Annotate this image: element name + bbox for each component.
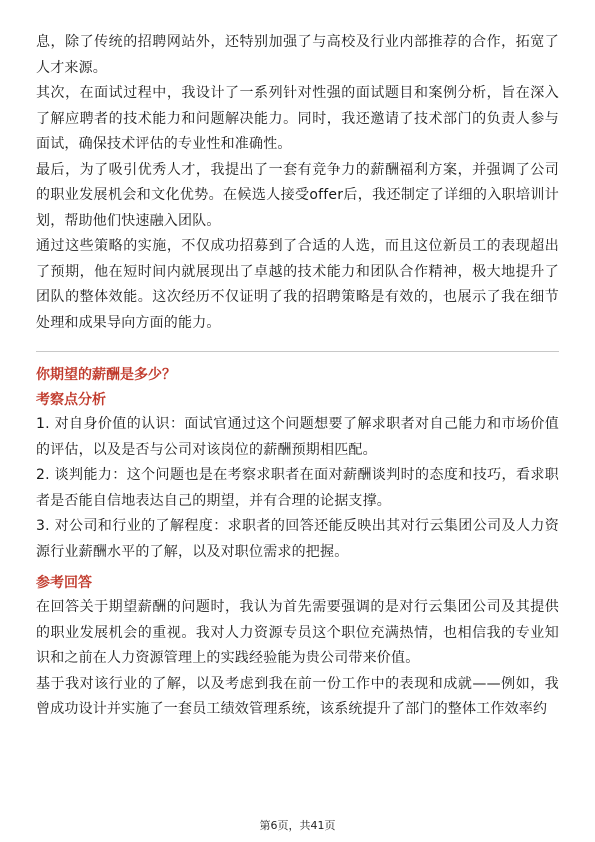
analysis-item-1: 1. 对自身价值的认识：面试官通过这个问题想要了解求职者对自己能力和市场价值的评估，以及是否与公司对该岗位的薪酬预期相匹配。 [36,416,559,458]
section-divider [36,351,559,352]
answer-paragraph-1: 在回答关于期望薪酬的问题时，我认为首先需要强调的是对行云集团公司及其提供的职业发展机会的重视。我对人力资源专员这个职位充满热情，也相信我的专业知识和之前在人力资源管理上的实践经验能为贵公司带来价值。 [36,599,559,666]
intro-paragraph-4: 通过这些策略的实施，不仅成功招募到了合适的人选，而且这位新员工的表现超出了预期，他在短时间内就展现出了卓越的技术能力和团队合作精神，极大地提升了团队的整体效能。这次经历不仅证明了我的招聘策略是有效的，也展示了我在细节处理和成果导向方面的能力。 [36,238,559,331]
question-title: 你期望的薪酬是多少？ [36,367,176,383]
analysis-item-2: 2. 谈判能力：这个问题也是在考察求职者在面对薪酬谈判时的态度和技巧，看求职者是否能自信地表达自己的期望，并有合理的论据支撑。 [36,467,559,509]
intro-paragraph-1: 息，除了传统的招聘网站外，还特别加强了与高校及行业内部推荐的合作，拓宽了人才来源。 [36,34,559,76]
analysis-title: 考察点分析 [36,392,106,408]
answer-paragraph-2: 基于我对该行业的了解，以及考虑到我在前一份工作中的表现和成就——例如，我曾成功设计并实施了一套员工绩效管理系统，该系统提升了部门的整体工作效率约 [36,675,559,717]
analysis-item-3: 3. 对公司和行业的了解程度：求职者的回答还能反映出其对行云集团公司及人力资源行业薪酬水平的了解，以及对职位需求的把握。 [36,518,559,560]
intro-section [36,30,559,336]
intro-paragraph-3: 最后，为了吸引优秀人才，我提出了一套有竞争力的薪酬福利方案，并强调了公司的职业发展机会和文化优势。在候选人接受offer后，我还制定了详细的入职培训计划，帮助他们快速融入团队。 [36,161,559,229]
answer-title: 参考回答 [36,575,92,591]
page-number: 第6页，共41页 [259,819,336,832]
question-section [36,364,559,723]
intro-paragraph-2: 其次，在面试过程中，我设计了一系列针对性强的面试题目和案例分析，旨在深入了解应聘者的技术能力和问题解决能力。同时，我还邀请了技术部门的负责人参与面试，确保技术评估的专业性和准确性。 [36,85,559,152]
document-page [36,30,559,723]
